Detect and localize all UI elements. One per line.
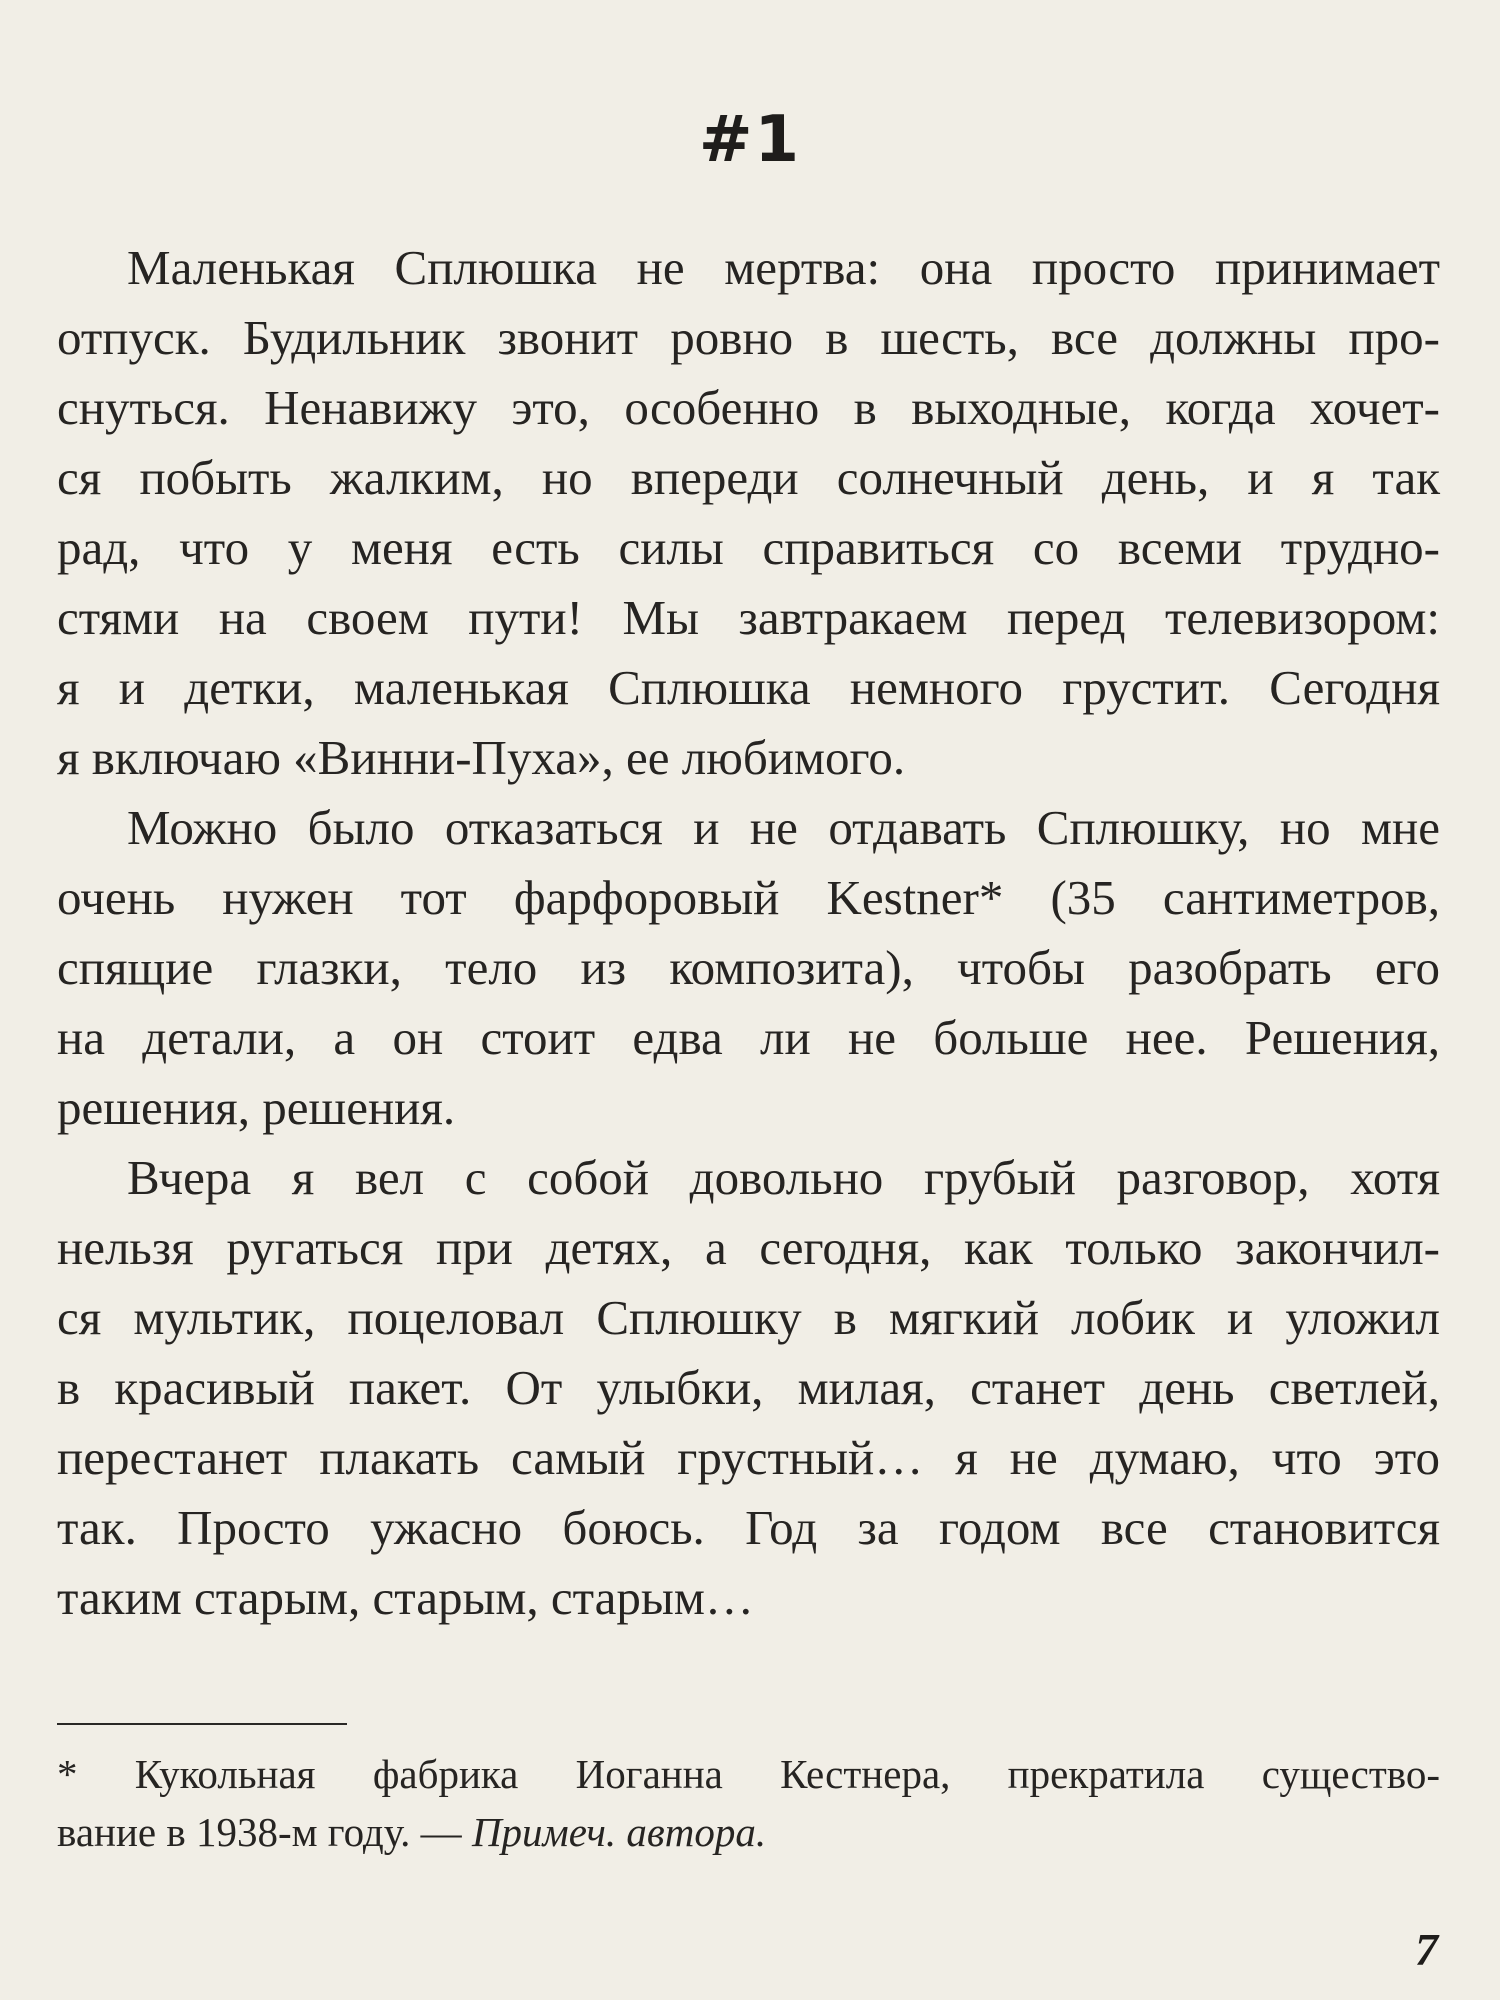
footnote-text: вание в 1938-м году. — <box>57 1809 472 1855</box>
text-line: на детали, а он стоит едва ли не больше нее. Решения, <box>57 1010 1440 1065</box>
text-line: я и детки, маленькая Сплюшка немного грустит. Сегодня <box>57 660 1440 715</box>
text-line: Маленькая Сплюшка не мертва: она просто принимает <box>127 240 1440 295</box>
text-line: ся побыть жалким, но впереди солнечный день, и я так <box>57 450 1440 505</box>
text-line: Вчера я вел с собой довольно грубый разговор, хотя <box>127 1150 1440 1205</box>
text-line: очень нужен тот фарфоровый Kestner* (35 сантиметров, <box>57 870 1440 925</box>
text-line: так. Просто ужасно боюсь. Год за годом все становится <box>57 1500 1440 1555</box>
footnote-line: * Кукольная фабрика Иоганна Кестнера, прекратила существо- <box>57 1751 1440 1797</box>
text-line: отпуск. Будильник звонит ровно в шесть, все должны про- <box>57 310 1440 365</box>
text-line: решения, решения. <box>57 1080 456 1135</box>
footnote <box>57 1745 1440 1861</box>
text-line: снуться. Ненавижу это, особенно в выходные, когда хочет- <box>57 380 1440 435</box>
footnote-line <box>57 1803 1440 1861</box>
text-line: таким старым, старым, старым… <box>57 1570 754 1625</box>
text-line: нельзя ругаться при детях, а сегодня, как только закончил- <box>57 1220 1440 1275</box>
text-line: спящие глазки, тело из композита), чтобы разобрать его <box>57 940 1440 995</box>
text-line: перестанет плакать самый грустный… я не думаю, что это <box>57 1430 1440 1485</box>
text-line: я включаю «Винни-Пуха», ее любимого. <box>57 730 906 785</box>
page-number: 7 <box>1415 1924 1438 1975</box>
paragraph-2 <box>57 793 1440 1143</box>
text-line: стями на своем пути! Мы завтракаем перед телевизором: <box>57 590 1440 645</box>
text-line: ся мультик, поцеловал Сплюшку в мягкий лобик и уложил <box>57 1290 1440 1345</box>
footnote-attribution: Примеч. автора. <box>471 1809 767 1855</box>
footnote-divider <box>57 1723 347 1725</box>
text-line: рад, что у меня есть силы справиться со всеми трудно- <box>57 520 1440 575</box>
paragraph-1 <box>57 233 1440 793</box>
body-text <box>57 233 1440 1633</box>
chapter-heading: #1 <box>698 103 802 177</box>
paragraph-3 <box>57 1143 1440 1633</box>
text-line: Можно было отказаться и не отдавать Сплюшку, но мне <box>127 800 1440 855</box>
text-line: в красивый пакет. От улыбки, милая, станет день светлей, <box>57 1360 1440 1415</box>
